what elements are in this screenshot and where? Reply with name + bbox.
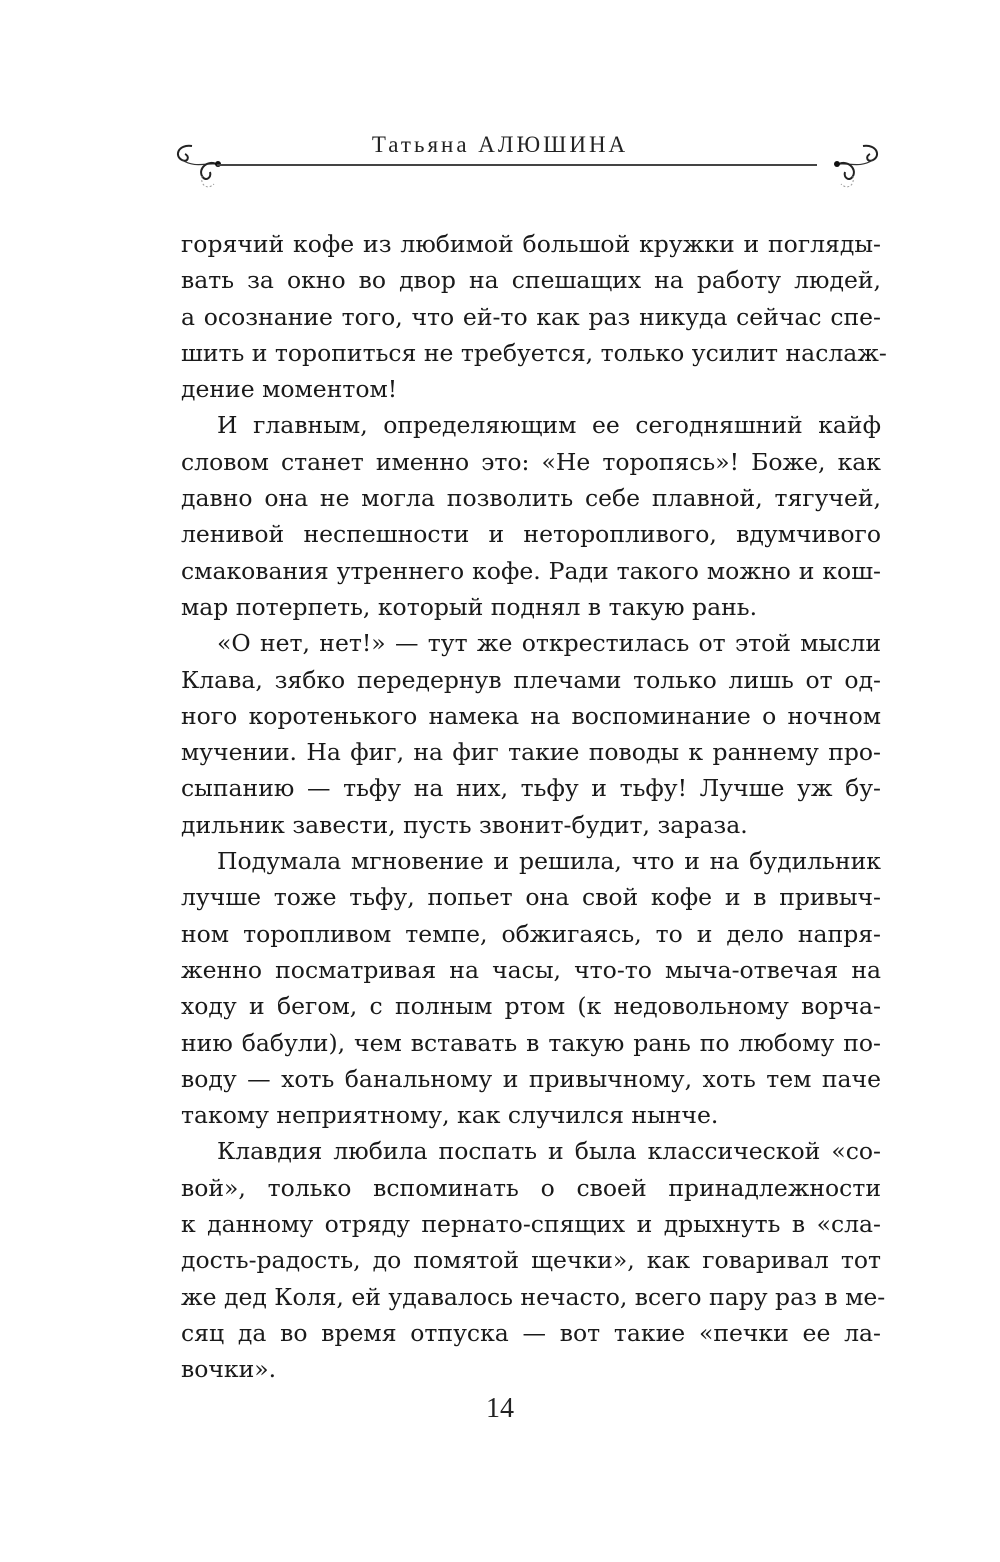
text-line: ного коротенького намека на воспоминание о ночном bbox=[181, 701, 881, 730]
text-line: дильник завести, пусть звонит-будит, зараза. bbox=[181, 810, 748, 839]
text-line: ходу и бегом, с полным ртом (к недовольному ворча- bbox=[181, 992, 881, 1021]
text-line: нию бабули), чем вставать в такую рань по любому по- bbox=[181, 1028, 881, 1057]
text-line: шить и торопиться не требуется, только усилит наслаж- bbox=[181, 338, 887, 367]
text-line: Подумала мгновение и решила, что и на будильник bbox=[217, 847, 881, 876]
text-line: дость-радость, до помятой щечки», как говаривал тот bbox=[181, 1246, 881, 1275]
page-number: 14 bbox=[486, 1393, 514, 1424]
text-line: Клава, зябко передернув плечами только лишь от од- bbox=[181, 665, 881, 694]
running-header-author: Татьяна АЛЮШИНА bbox=[371, 132, 629, 157]
text-line: И главным, определяющим ее сегодняшний кайф bbox=[217, 411, 881, 440]
text-line: мучении. На фиг, на фиг такие поводы к раннему про- bbox=[181, 738, 881, 767]
text-line: а осознание того, что ей-то как раз никуда сейчас спе- bbox=[181, 302, 881, 331]
text-line: воду — хоть банальному и привычному, хоть тем паче bbox=[181, 1064, 881, 1093]
text-line: же дед Коля, ей удавалось нечасто, всего пару раз в ме- bbox=[181, 1282, 886, 1311]
text-line: ленивой неспешности и неторопливого, вдумчивого bbox=[181, 520, 881, 549]
text-line: лучше тоже тьфу, попьет она свой кофе и в привыч- bbox=[181, 883, 881, 912]
text-line: такому неприятному, как случился нынче. bbox=[181, 1101, 719, 1130]
text-line: Клавдия любила поспать и была классической «со- bbox=[217, 1137, 881, 1166]
text-line: вочки». bbox=[181, 1355, 277, 1384]
text-line: словом станет именно это: «Не торопясь»! Боже, как bbox=[181, 447, 881, 476]
text-line: мар потерпеть, который поднял в такую рань. bbox=[181, 592, 758, 621]
text-line: женно посматривая на часы, что-то мыча-отвечая на bbox=[181, 955, 881, 984]
text-line: сяц да во время отпуска — вот такие «печки ее ла- bbox=[181, 1318, 881, 1347]
text-line: к данному отряду пернато-спящих и дрыхнуть в «сла- bbox=[181, 1210, 881, 1239]
text-line: давно она не могла позволить себе плавной, тягучей, bbox=[181, 484, 881, 513]
text-line: смакования утреннего кофе. Ради такого можно и кош- bbox=[181, 556, 881, 585]
text-line: вать за окно во двор на спешащих на работу людей, bbox=[181, 266, 881, 295]
text-line: дение моментом! bbox=[181, 375, 398, 404]
body-text bbox=[181, 226, 887, 1388]
text-line: горячий кофе из любимой большой кружки и погляды- bbox=[181, 230, 881, 258]
header-rule bbox=[217, 164, 817, 166]
text-line: вой», только вспоминать о своей принадлежности bbox=[181, 1173, 881, 1202]
text-line: сыпанию — тьфу на них, тьфу и тьфу! Лучше уж бу- bbox=[181, 774, 881, 803]
text-line: ном торопливом темпе, обжигаясь, то и дело напря- bbox=[181, 919, 881, 948]
text-line: «О нет, нет!» — тут же открестилась от этой мысли bbox=[217, 629, 881, 658]
